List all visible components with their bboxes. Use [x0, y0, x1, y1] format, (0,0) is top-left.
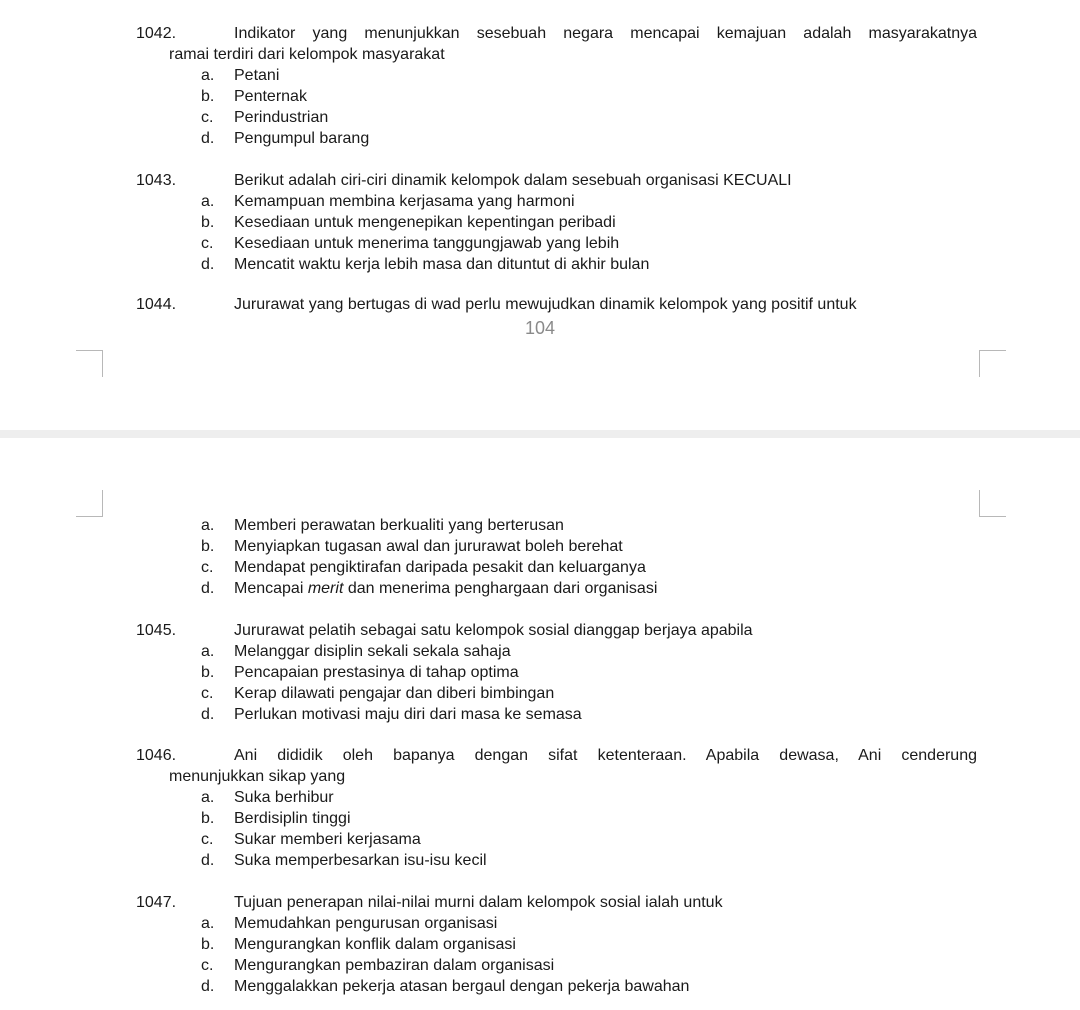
crop-mark-bottom-left	[76, 350, 103, 377]
question-1044-options	[0, 515, 1080, 599]
question-stem-continued: menunjukkan sikap yang	[169, 768, 346, 785]
option-letter: a.	[201, 789, 215, 806]
option-c	[0, 107, 1080, 128]
option-text: Kesediaan untuk mengenepikan kepentingan peribadi	[234, 214, 616, 231]
option-b	[0, 808, 1080, 829]
option-letter: a.	[201, 193, 215, 210]
crop-mark-bottom-right	[979, 350, 1006, 377]
question-number: 1042.	[136, 25, 177, 42]
option-text	[234, 578, 657, 599]
option-letter: d.	[201, 852, 215, 869]
option-text: Menyiapkan tugasan awal dan jururawat boleh berehat	[234, 538, 623, 555]
option-text-italic: merit	[307, 580, 344, 597]
question-1043	[0, 170, 1080, 275]
option-text: Perindustrian	[234, 109, 329, 126]
option-text-part: Mencapai	[234, 580, 308, 597]
option-letter: b.	[201, 664, 215, 681]
option-text: Pencapaian prestasinya di tahap optima	[234, 664, 519, 681]
document-page-104	[0, 0, 1080, 430]
page-separator	[0, 430, 1080, 438]
option-d	[0, 578, 1080, 599]
option-text: Memberi perawatan berkualiti yang berterusan	[234, 517, 564, 534]
question-1046	[0, 745, 1080, 871]
option-text: Sukar memberi kerjasama	[234, 831, 421, 848]
option-b	[0, 934, 1080, 955]
option-letter: b.	[201, 214, 215, 231]
option-d	[0, 976, 1080, 997]
option-a	[0, 641, 1080, 662]
option-letter: b.	[201, 810, 215, 827]
option-d	[0, 704, 1080, 725]
option-b	[0, 662, 1080, 683]
option-c	[0, 829, 1080, 850]
option-text-part: dan menerima penghargaan dari organisasi	[343, 580, 658, 597]
option-text: Pengumpul barang	[234, 130, 370, 147]
option-text: Mengurangkan konflik dalam organisasi	[234, 936, 516, 953]
option-text: Memudahkan pengurusan organisasi	[234, 915, 498, 932]
question-stem: Ani dididik oleh bapanya dengan sifat ketenteraan. Apabila dewasa, Ani cenderung	[234, 747, 977, 764]
option-text: Suka memperbesarkan isu-isu kecil	[234, 852, 487, 869]
option-d	[0, 128, 1080, 149]
option-text: Petani	[234, 67, 280, 84]
option-letter: c.	[201, 685, 214, 702]
question-1042	[0, 23, 1080, 149]
question-number: 1046.	[136, 747, 177, 764]
option-d	[0, 850, 1080, 871]
option-letter: b.	[201, 88, 215, 105]
option-b	[0, 536, 1080, 557]
document-page-105	[0, 438, 1080, 1010]
crop-mark-top-right	[979, 490, 1006, 517]
option-letter: d.	[201, 256, 215, 273]
question-number: 1045.	[136, 622, 177, 639]
crop-mark-top-left	[76, 490, 103, 517]
option-letter: c.	[201, 957, 214, 974]
question-1045	[0, 620, 1080, 725]
option-letter: d.	[201, 580, 215, 597]
question-stem: Indikator yang menunjukkan sesebuah negara mencapai kemajuan adalah masyarakatnya	[234, 25, 977, 42]
option-letter: b.	[201, 936, 215, 953]
option-a	[0, 913, 1080, 934]
option-text: Menggalakkan pekerja atasan bergaul dengan pekerja bawahan	[234, 978, 690, 995]
question-number: 1043.	[136, 172, 177, 189]
question-stem: Jururawat yang bertugas di wad perlu mewujudkan dinamik kelompok yang positif untuk	[234, 296, 857, 313]
option-letter: c.	[201, 831, 214, 848]
option-c	[0, 233, 1080, 254]
question-number: 1044.	[136, 296, 177, 313]
option-text: Kemampuan membina kerjasama yang harmoni	[234, 193, 575, 210]
option-b	[0, 212, 1080, 233]
option-letter: c.	[201, 109, 214, 126]
question-stem: Jururawat pelatih sebagai satu kelompok sosial dianggap berjaya apabila	[234, 622, 753, 639]
option-letter: a.	[201, 517, 215, 534]
option-text: Berdisiplin tinggi	[234, 810, 351, 827]
option-letter: a.	[201, 67, 215, 84]
option-a	[0, 191, 1080, 212]
question-stem: Berikut adalah ciri-ciri dinamik kelompok dalam sesebuah organisasi KECUALI	[234, 172, 792, 189]
question-stem: Tujuan penerapan nilai-nilai murni dalam kelompok sosial ialah untuk	[234, 894, 723, 911]
option-letter: d.	[201, 706, 215, 723]
option-c	[0, 955, 1080, 976]
option-letter: d.	[201, 130, 215, 147]
option-c	[0, 683, 1080, 704]
option-a	[0, 787, 1080, 808]
option-text: Penternak	[234, 88, 307, 105]
question-number: 1047.	[136, 894, 177, 911]
option-text: Melanggar disiplin sekali sekala sahaja	[234, 643, 511, 660]
option-letter: a.	[201, 643, 215, 660]
option-a	[0, 65, 1080, 86]
option-letter: c.	[201, 235, 214, 252]
option-text: Kesediaan untuk menerima tanggungjawab yang lebih	[234, 235, 620, 252]
option-text: Mengurangkan pembaziran dalam organisasi	[234, 957, 555, 974]
option-letter: a.	[201, 915, 215, 932]
option-text: Perlukan motivasi maju diri dari masa ke semasa	[234, 706, 582, 723]
option-text: Mencatit waktu kerja lebih masa dan dituntut di akhir bulan	[234, 256, 650, 273]
option-b	[0, 86, 1080, 107]
option-letter: d.	[201, 978, 215, 995]
option-text: Mendapat pengiktirafan daripada pesakit dan keluarganya	[234, 559, 646, 576]
option-letter: b.	[201, 538, 215, 555]
option-d	[0, 254, 1080, 275]
question-1044	[0, 294, 1080, 315]
option-text: Suka berhibur	[234, 789, 334, 806]
option-a	[0, 515, 1080, 536]
question-1047	[0, 892, 1080, 997]
option-letter: c.	[201, 559, 214, 576]
option-c	[0, 557, 1080, 578]
option-text: Kerap dilawati pengajar dan diberi bimbingan	[234, 685, 555, 702]
page-number: 104	[524, 318, 556, 338]
question-stem-continued: ramai terdiri dari kelompok masyarakat	[169, 46, 445, 63]
